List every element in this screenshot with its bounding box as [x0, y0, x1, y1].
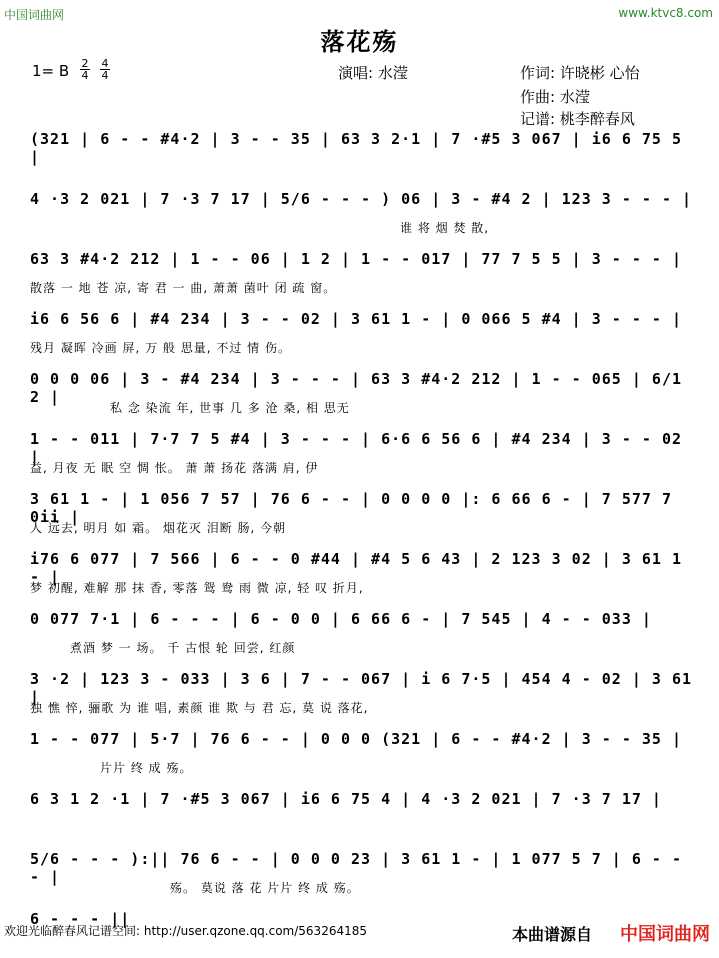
- score-row: [20, 418, 700, 478]
- notation-line: 1 - - 077 | 5·7 | 76 6 - - | 0 0 0 (321 | 6 - - #4·2 | 3 - - 35 |: [30, 730, 682, 748]
- notation-line: 6 - - - ||: [30, 910, 131, 928]
- score-row: [20, 298, 700, 358]
- score-row: [20, 538, 700, 598]
- score-row: [20, 778, 700, 838]
- notation-line: i6 6 56 6 | #4 234 | 3 - - 02 | 3 61 1 - | 0 066 5 #4 | 3 - - - |: [30, 310, 682, 328]
- lyric-line: 谁 将 烟 焚 散,: [400, 221, 490, 235]
- lyric-line: 梦 初醒, 难解 那 抹 香, 零落 鸳 鸯 雨 微 凉, 轻 叹 折月,: [30, 581, 364, 595]
- score-row: [20, 598, 700, 658]
- lyric-line: 散落 一 地 苍 凉, 寄 君 一 曲, 萧萧 菌叶 闭 疏 窗。: [30, 281, 337, 295]
- lyric-line: 独 憔 悴, 骊歌 为 谁 唱, 素颜 谁 欺 与 君 忘, 莫 说 落花,: [30, 701, 369, 715]
- notation-line: 6 3 1 2 ·1 | 7 ·#5 3 067 | i6 6 75 4 | 4 ·3 2 021 | 7 ·3 7 17 |: [30, 790, 662, 808]
- score-body: [20, 118, 700, 958]
- lyric-line: 殇。 莫说 落 花 片片 终 成 殇。: [170, 881, 360, 895]
- time-sig-1-top: 2: [81, 57, 89, 70]
- lyric-line: 私 念 染流 年, 世事 几 多 沧 桑, 相 思无: [110, 401, 350, 415]
- footer-source-label: 本曲谱源自: [512, 925, 593, 944]
- score-row: [20, 358, 700, 418]
- time-sig-1-bottom: 4: [81, 69, 89, 82]
- notation-line: 1 - - 011 | 7·7 7 5 #4 | 3 - - - | 6·6 6 56 6 | #4 234 | 3 - - 02 |: [30, 430, 682, 466]
- watermark-left: 中国词曲网: [4, 8, 65, 22]
- score-row: [20, 238, 700, 298]
- lyricist-credit: 作词: 许晓彬 心怡: [520, 64, 640, 82]
- time-sig-2-bottom: 4: [101, 69, 109, 82]
- lyric-line: 煮酒 梦 一 场。 千 古恨 轮 回尝, 红颜: [70, 641, 296, 655]
- lyric-line: 人 远去, 明月 如 霜。 烟花灭 泪断 肠, 今朝: [30, 521, 287, 535]
- lyric-line: 片片 终 成 殇。: [100, 761, 193, 775]
- singer-credit: 演唱: 水滢: [338, 64, 408, 82]
- score-row: [20, 718, 700, 778]
- footer-site-logo: 中国词曲网: [620, 924, 710, 945]
- notation-line: 63 3 #4·2 212 | 1 - - 06 | 1 2 | 1 - - 017 | 77 7 5 5 | 3 - - - |: [30, 250, 682, 268]
- notation-line: (321 | 6 - - #4·2 | 3 - - 35 | 63 3 2·1 | 7 ·#5 3 067 | i6 6 75 5 |: [30, 130, 682, 166]
- notation-line: 4 ·3 2 021 | 7 ·3 7 17 | 5/6 - - - ) 06 | 3 - #4 2 | 123 3 - - - |: [30, 190, 693, 208]
- composer-credit: 作曲: 水滢: [520, 88, 590, 106]
- time-signature-2: [100, 58, 110, 81]
- transcriber-credit: 记谱: 桃李醉春风: [520, 110, 635, 128]
- score-row: [20, 118, 700, 178]
- time-signature-1: [80, 58, 90, 81]
- footer-credit: 欢迎光临醉春风记谱空间: http://user.qzone.qq.com/563264185: [4, 924, 368, 938]
- notation-line: 0 077 7·1 | 6 - - - | 6 - 0 0 | 6 66 6 - | 7 545 | 4 - - 033 |: [30, 610, 652, 628]
- key-signature: 1= B: [32, 62, 70, 80]
- page-title: 落花殇: [320, 28, 399, 56]
- score-row: [20, 478, 700, 538]
- lyric-line: 残月 凝晖 冷画 屏, 万 般 思量, 不过 情 伤。: [30, 341, 291, 355]
- lyric-line: 益, 月夜 无 眠 空 惆 怅。 萧 萧 扬花 落满 肩, 伊: [30, 461, 319, 475]
- score-row: [20, 838, 700, 898]
- watermark-right: www.ktvc8.com: [618, 6, 713, 20]
- score-row: [20, 658, 700, 718]
- time-sig-2-top: 4: [101, 57, 109, 70]
- notation-line: 5/6 - - - ):|| 76 6 - - | 0 0 0 23 | 3 61 1 - | 1 077 5 7 | 6 - - - |: [30, 850, 682, 886]
- notation-line: 0 0 0 06 | 3 - #4 234 | 3 - - - | 63 3 #4·2 212 | 1 - - 065 | 6/1 2 |: [30, 370, 682, 406]
- notation-line: i76 6 077 | 7 566 | 6 - - 0 #44 | #4 5 6 43 | 2 123 3 02 | 3 61 1 - |: [30, 550, 682, 586]
- notation-line: 3 ·2 | 123 3 - 033 | 3 6 | 7 - - 067 | i 6 7·5 | 454 4 - 02 | 3 61 |: [30, 670, 693, 706]
- notation-line: 3 61 1 - | 1 056 7 57 | 76 6 - - | 0 0 0 0 |: 6 66 6 - | 7 577 7 0ii |: [30, 490, 672, 526]
- score-row: [20, 178, 700, 238]
